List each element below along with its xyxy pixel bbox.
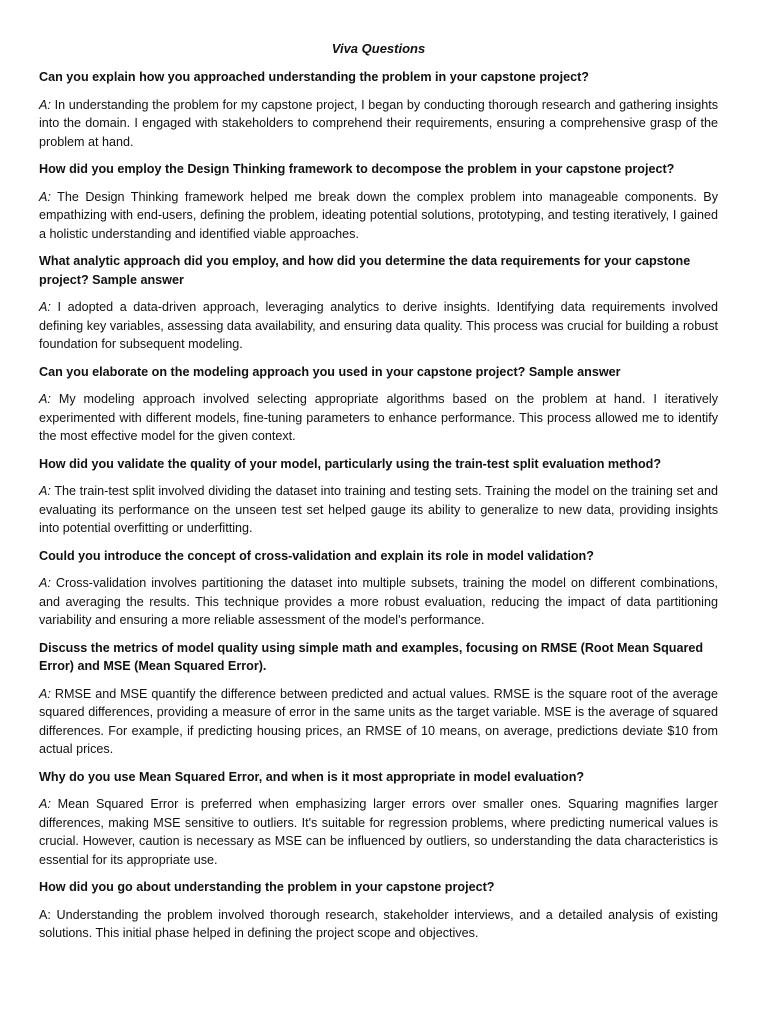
question-text: Could you introduce the concept of cross-validation and explain its role in model validation?: [39, 548, 594, 563]
document-title: Viva Questions: [331, 41, 426, 56]
question-text: How did you go about understanding the problem in your capstone project?: [39, 880, 495, 894]
question-text: How did you validate the quality of your model, particularly using the train-test split evaluation method?: [39, 456, 662, 471]
answer-prefix: A:: [39, 576, 51, 590]
answer-text: Understanding the problem involved thorough research, stakeholder interviews, and a detailed analysis of existing solutions. This initial phase helped in defining the project scope and objectives.: [39, 907, 719, 940]
question-text: Can you explain how you approached understanding the problem in your capstone project?: [39, 70, 589, 84]
qa-item: [39, 363, 718, 446]
qa-item: [39, 639, 718, 759]
answer-prefix: A:: [39, 907, 51, 922]
answer-text: The train-test split involved dividing the dataset into training and testing sets. Training the model on the training set and evaluating its performance on the unseen test set helped gauge its ability to generalize to new data, providing insights into potential overfitting or underfitting.: [39, 484, 718, 535]
question-text: How did you employ the Design Thinking framework to decompose the problem in your capstone project?: [39, 162, 675, 176]
question-text: What analytic approach did you employ, and how did you determine the data requirements for your capstone project? Sample answer: [39, 254, 691, 287]
answer-prefix: A:: [39, 484, 51, 498]
qa-list: [39, 68, 718, 943]
qa-item: [39, 547, 718, 630]
answer-paragraph: [39, 906, 718, 943]
answer-paragraph: [39, 574, 718, 630]
answer-text: I adopted a data-driven approach, leveraging analytics to derive insights. Identifying data requirements involved defining key variables, assessing data availability, and ensuring data quality. This process was crucial for building a robust foundation for subsequent modeling.: [39, 300, 718, 351]
answer-paragraph: [39, 795, 718, 869]
answer-prefix: A:: [39, 797, 51, 811]
qa-item: [39, 878, 718, 943]
qa-item: [39, 252, 718, 354]
answer-prefix: A:: [39, 189, 51, 204]
qa-item: [39, 68, 718, 151]
answer-paragraph: [39, 390, 718, 446]
answer-prefix: A:: [39, 686, 51, 701]
answer-prefix: A:: [39, 97, 51, 112]
answer-paragraph: [39, 298, 718, 354]
answer-paragraph: [39, 96, 718, 152]
answer-text: My modeling approach involved selecting appropriate algorithms based on the problem at hand. I iteratively experimented with different models, fine-tuning parameters to enhance performance. This process allowed me to identify the most effective model for the given context.: [39, 392, 718, 443]
answer-text: Mean Squared Error is preferred when emphasizing larger errors over smaller ones. Squaring magnifies larger differences, making MSE sensitive to outliers. It's suitable for regression problems, where predicting numerical values is crucial. However, caution is necessary as MSE can be influenced by outliers, so understanding the data characteristics is essential for its appropriate use.: [39, 797, 718, 867]
answer-text: The Design Thinking framework helped me break down the complex problem into manageable components. By empathizing with end-users, defining the problem, ideating potential solutions, prototyping, and testing iteratively, I gained a holistic understanding and identified viable approaches.: [39, 189, 718, 241]
answer-prefix: A:: [39, 300, 51, 314]
question-text: Why do you use Mean Squared Error, and when is it most appropriate in model evaluation?: [39, 769, 585, 784]
question-text: Discuss the metrics of model quality using simple math and examples, focusing on RMSE (Root Mean Squared Error) and MSE (Mean Squared Error).: [39, 640, 704, 673]
answer-prefix: A:: [39, 392, 51, 406]
qa-item: [39, 455, 718, 538]
qa-item: [39, 160, 718, 243]
answer-text: Cross-validation involves partitioning the dataset into multiple subsets, training the model on different combinations, and averaging the results. This technique provides a more robust evaluation, reducing the impact of data partitioning variability and ensuring a more reliable assessment of the model's performance.: [39, 576, 719, 627]
question-text: Can you elaborate on the modeling approach you used in your capstone project? Sample answer: [39, 364, 621, 379]
answer-paragraph: [39, 188, 718, 244]
answer-text: In understanding the problem for my capstone project, I began by conducting thorough research and gathering insights into the domain. I engaged with stakeholders to comprehend their requirements, ensuring a comprehensive grasp of the problem at hand.: [39, 97, 719, 149]
qa-item: [39, 768, 718, 870]
answer-text: RMSE and MSE quantify the difference between predicted and actual values. RMSE is the square root of the average squared differences, providing a measure of error in the same units as the target variable. MSE is the average of squared differences. For example, if predicting housing prices, an RMSE of 10 means, on average, predictions deviate $10 from actual prices.: [39, 686, 718, 756]
answer-paragraph: [39, 685, 718, 759]
answer-paragraph: [39, 482, 718, 538]
